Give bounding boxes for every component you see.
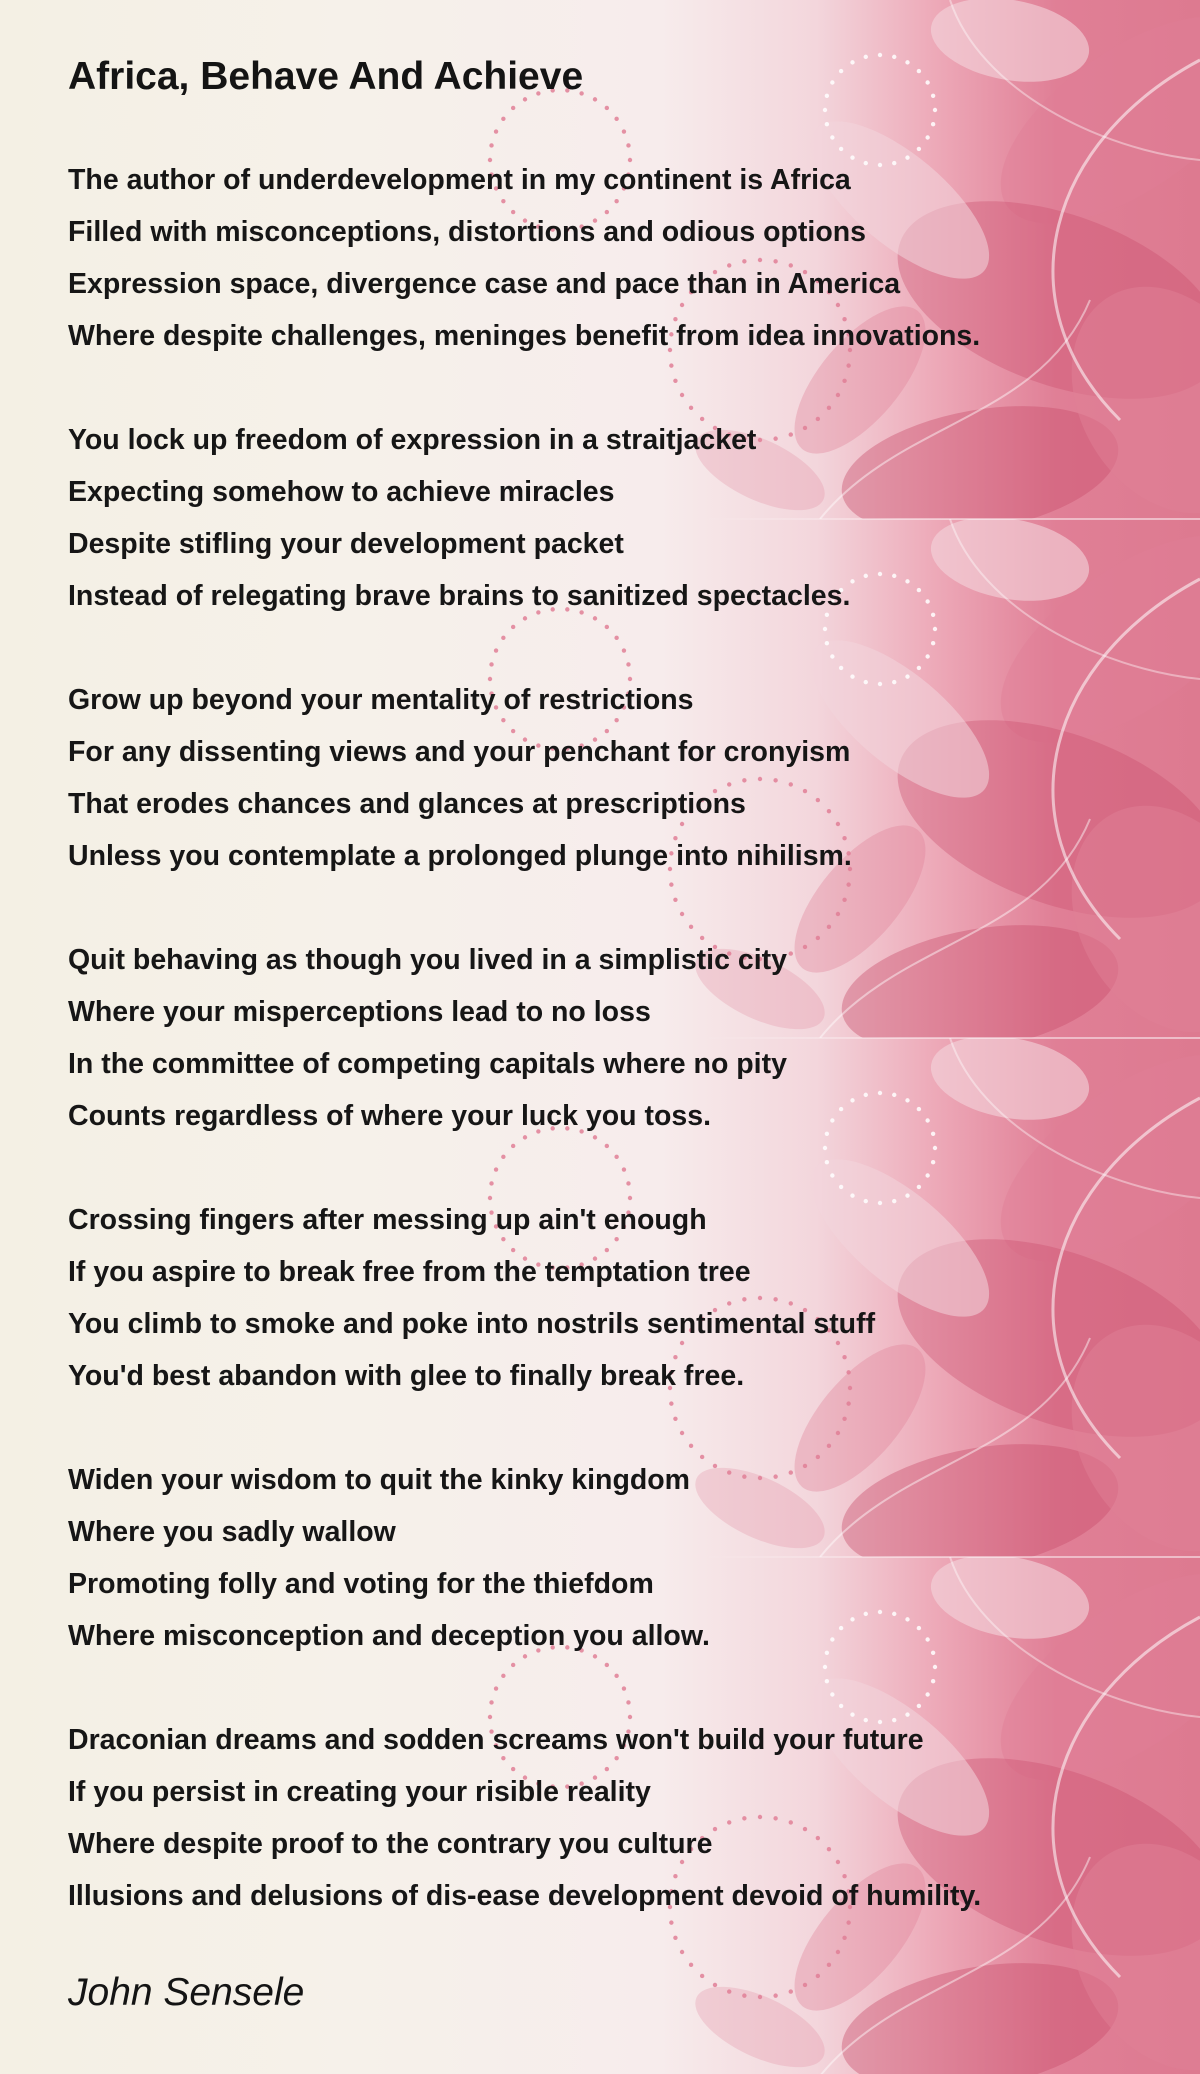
poem-line: Where despite challenges, meninges benefit from idea innovations. [68, 320, 981, 352]
poem-body [68, 154, 1168, 1922]
poem-content [68, 52, 1168, 1974]
poem-line: Unless you contemplate a prolonged plunge into nihilism. [68, 840, 852, 872]
stanza [68, 154, 1168, 362]
poem-line: In the committee of competing capitals where no pity [68, 1048, 787, 1080]
poem-line: Illusions and delusions of dis-ease development devoid of humility. [68, 1880, 982, 1912]
poem-line: Expecting somehow to achieve miracles [68, 476, 615, 508]
poem-line: Expression space, divergence case and pace than in America [68, 268, 901, 300]
poem-line: The author of underdevelopment in my continent is Africa [68, 164, 851, 196]
stanza [68, 414, 1168, 622]
dot-ornament [713, 1983, 717, 1987]
poem-line: Instead of relegating brave brains to sanitized spectacles. [68, 580, 851, 612]
dot-ornament [742, 1993, 746, 1997]
poem-line: Draconian dreams and sodden screams won't build your future [68, 1724, 924, 1756]
poem-line: Despite stifling your development packet [68, 528, 624, 560]
stanza [68, 934, 1168, 1142]
dot-ornament [758, 1995, 762, 1999]
dot-ornament [727, 1989, 731, 1993]
poem-line: If you persist in creating your risible reality [68, 1776, 651, 1808]
poem-line: For any dissenting views and your penchant for cronyism [68, 736, 851, 768]
stanza [68, 1454, 1168, 1662]
dot-ornament [803, 1983, 807, 1987]
poem-line: Filled with misconceptions, distortions and odious options [68, 216, 867, 248]
poem-line: Where your misperceptions lead to no loss [68, 996, 651, 1028]
poem-line: Grow up beyond your mentality of restrictions [68, 684, 694, 716]
poem-line: Where misconception and deception you allow. [68, 1620, 710, 1652]
dot-ornament [773, 1993, 777, 1997]
poem-line: Promoting folly and voting for the thiefdom [68, 1568, 654, 1600]
poem-line: Quit behaving as though you lived in a simplistic city [68, 944, 787, 976]
poem-line: You climb to smoke and poke into nostrils sentimental stuff [68, 1308, 876, 1340]
poem-title: Africa, Behave And Achieve [68, 55, 584, 98]
poem-line: You'd best abandon with glee to finally break free. [68, 1360, 745, 1392]
dot-ornament [789, 1989, 793, 1993]
poem-line: You lock up freedom of expression in a straitjacket [68, 424, 757, 456]
poem-line: If you aspire to break free from the temptation tree [68, 1256, 751, 1288]
poem-line: Widen your wisdom to quit the kinky kingdom [68, 1464, 691, 1496]
stanza [68, 1714, 1168, 1922]
dot-ornament [816, 1974, 820, 1978]
poem-author: John Sensele [68, 1971, 305, 2014]
poem-line: Crossing fingers after messing up ain't enough [68, 1204, 707, 1236]
poem-line: Where despite proof to the contrary you culture [68, 1828, 713, 1860]
poem-line: Counts regardless of where your luck you toss. [68, 1100, 711, 1132]
dot-ornament [700, 1974, 704, 1978]
stanza [68, 1194, 1168, 1402]
poem-line: Where you sadly wallow [68, 1516, 396, 1548]
stanza [68, 674, 1168, 882]
poem-line: That erodes chances and glances at prescriptions [68, 788, 746, 820]
